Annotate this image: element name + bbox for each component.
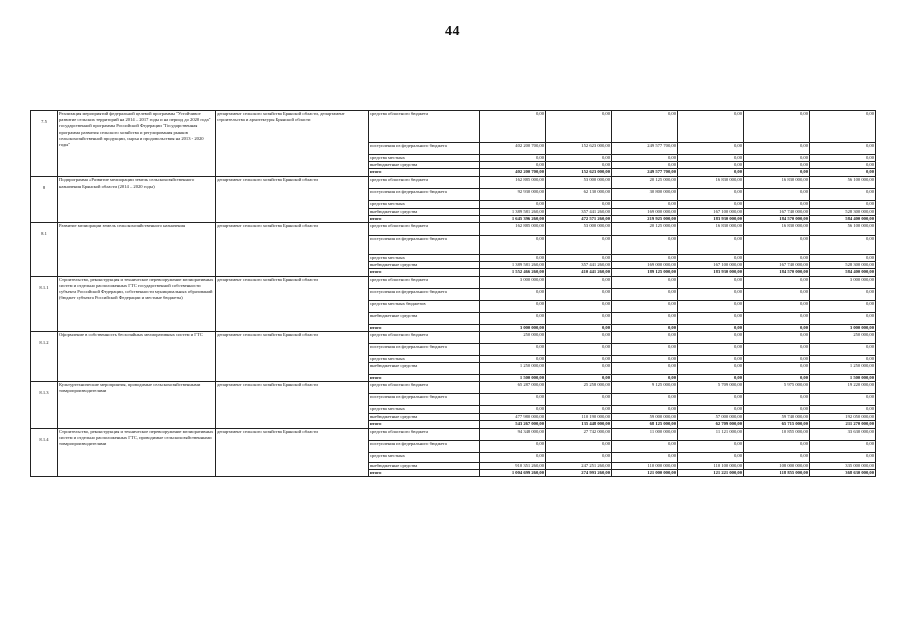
amount-cell: 0,00 xyxy=(546,375,612,382)
amount-cell: 11 000 000,00 xyxy=(612,428,678,440)
amount-cell: 0,00 xyxy=(480,355,546,362)
amount-cell: 0,00 xyxy=(546,276,612,288)
budget-row xyxy=(31,223,876,236)
amount-cell: 0,00 xyxy=(810,236,876,255)
amount-cell: 0,00 xyxy=(744,201,810,208)
amount-cell: 0,00 xyxy=(612,155,678,162)
item-name: Развитие мелиорации земель сельскохозяйственного назначения xyxy=(58,223,216,277)
amount-cell: 3 000 000,00 xyxy=(810,324,876,331)
item-code: 8.1.3 xyxy=(31,382,58,428)
funding-source: внебюджетные средства xyxy=(369,162,480,169)
funding-source: итого xyxy=(369,324,480,331)
amount-cell: 247 251 260,00 xyxy=(546,462,612,469)
amount-cell: 20 125 000,00 xyxy=(612,223,678,236)
amount-cell: 53 000 000,00 xyxy=(546,177,612,189)
amount-cell: 0,00 xyxy=(810,406,876,414)
funding-source: средства областного бюджета xyxy=(369,382,480,394)
item-code: 8 xyxy=(31,177,58,223)
amount-cell: 0,00 xyxy=(810,111,876,143)
amount-cell: 0,00 xyxy=(678,363,744,375)
amount-cell: 0,00 xyxy=(612,363,678,375)
amount-cell: 189 125 000,00 xyxy=(612,269,678,276)
budget-row xyxy=(31,111,876,143)
amount-cell: 1 389 581 260,00 xyxy=(480,208,546,215)
amount-cell: 0,00 xyxy=(612,312,678,324)
amount-cell: 0,00 xyxy=(744,155,810,162)
amount-cell: 0,00 xyxy=(678,162,744,169)
amount-cell: 0,00 xyxy=(678,201,744,208)
amount-cell: 0,00 xyxy=(678,406,744,414)
amount-cell: 152 623 000,00 xyxy=(546,169,612,177)
item-code: 8.1.1 xyxy=(31,276,58,331)
funding-source: средства местных xyxy=(369,452,480,462)
item-name: Подпрограмма «Развитие мелиорации земель сельскохозяйственного назначения Брянской области (2014 – 2020 годы) xyxy=(58,177,216,223)
amount-cell: 118 855 000,00 xyxy=(744,469,810,476)
amount-cell: 59 740 000,00 xyxy=(744,414,810,421)
item-executor: департамент сельского хозяйства Брянской области xyxy=(216,276,369,331)
amount-cell: 0,00 xyxy=(546,162,612,169)
amount-cell: 249 577 700,00 xyxy=(612,169,678,177)
item-code: 8.1 xyxy=(31,223,58,277)
amount-cell: 110 190 000,00 xyxy=(546,414,612,421)
amount-cell: 16 830 000,00 xyxy=(744,223,810,236)
amount-cell: 68 125 000,00 xyxy=(612,421,678,428)
amount-cell: 0,00 xyxy=(744,236,810,255)
amount-cell: 402 200 700,00 xyxy=(480,143,546,155)
amount-cell: 410 441 260,00 xyxy=(546,269,612,276)
amount-cell: 0,00 xyxy=(546,343,612,355)
amount-cell: 0,00 xyxy=(744,324,810,331)
amount-cell: 19 220 000,00 xyxy=(810,382,876,394)
amount-cell: 59 000 000,00 xyxy=(612,414,678,421)
amount-cell: 0,00 xyxy=(744,300,810,312)
amount-cell: 0,00 xyxy=(678,300,744,312)
amount-cell: 0,00 xyxy=(612,162,678,169)
amount-cell: 0,00 xyxy=(810,155,876,162)
amount-cell: 0,00 xyxy=(612,343,678,355)
amount-cell: 0,00 xyxy=(678,375,744,382)
amount-cell: 0,00 xyxy=(612,255,678,262)
item-code: 8.1.4 xyxy=(31,428,58,476)
amount-cell: 121 000 000,00 xyxy=(612,469,678,476)
amount-cell: 0,00 xyxy=(678,331,744,343)
amount-cell: 0,00 xyxy=(810,312,876,324)
funding-source: средства областного бюджета xyxy=(369,177,480,189)
funding-source: средства областного бюджета xyxy=(369,111,480,143)
amount-cell: 0,00 xyxy=(612,324,678,331)
amount-cell: 0,00 xyxy=(744,355,810,362)
budget-table-body xyxy=(31,111,876,477)
amount-cell: 92 930 000,00 xyxy=(480,189,546,201)
amount-cell: 0,00 xyxy=(546,331,612,343)
amount-cell: 0,00 xyxy=(744,440,810,452)
amount-cell: 0,00 xyxy=(810,201,876,208)
item-executor: департамент сельского хозяйства Брянской области xyxy=(216,223,369,277)
funding-source: средства областного бюджета xyxy=(369,331,480,343)
amount-cell: 1 250 000,00 xyxy=(810,363,876,375)
amount-cell: 0,00 xyxy=(678,236,744,255)
funding-source: средства областного бюджета xyxy=(369,276,480,288)
budget-row xyxy=(31,331,876,343)
amount-cell: 5 975 000,00 xyxy=(744,382,810,394)
funding-source: поступления из федерального бюджета xyxy=(369,394,480,406)
amount-cell: 402 200 700,00 xyxy=(480,169,546,177)
amount-cell: 0,00 xyxy=(810,300,876,312)
amount-cell: 0,00 xyxy=(546,355,612,362)
funding-source: поступления из федерального бюджета xyxy=(369,288,480,300)
funding-source: средства местных xyxy=(369,255,480,262)
amount-cell: 0,00 xyxy=(810,355,876,362)
amount-cell: 0,00 xyxy=(480,312,546,324)
amount-cell: 110 000 000,00 xyxy=(612,462,678,469)
amount-cell: 0,00 xyxy=(678,255,744,262)
amount-cell: 472 571 260,00 xyxy=(546,215,612,222)
amount-cell: 162 885 000,00 xyxy=(480,177,546,189)
amount-cell: 1 500 000,00 xyxy=(810,375,876,382)
amount-cell: 0,00 xyxy=(744,162,810,169)
amount-cell: 0,00 xyxy=(678,312,744,324)
amount-cell: 0,00 xyxy=(744,288,810,300)
amount-cell: 543 267 000,00 xyxy=(480,421,546,428)
amount-cell: 0,00 xyxy=(546,312,612,324)
amount-cell: 0,00 xyxy=(678,452,744,462)
amount-cell: 3 000 000,00 xyxy=(810,276,876,288)
amount-cell: 152 623 000,00 xyxy=(546,143,612,155)
amount-cell: 0,00 xyxy=(612,406,678,414)
amount-cell: 0,00 xyxy=(678,288,744,300)
amount-cell: 0,00 xyxy=(678,155,744,162)
budget-row xyxy=(31,276,876,288)
amount-cell: 0,00 xyxy=(744,276,810,288)
amount-cell: 0,00 xyxy=(744,394,810,406)
funding-source: итого xyxy=(369,215,480,222)
amount-cell: 0,00 xyxy=(810,169,876,177)
amount-cell: 1 500 000,00 xyxy=(480,375,546,382)
amount-cell: 65 715 000,00 xyxy=(744,421,810,428)
amount-cell: 0,00 xyxy=(546,236,612,255)
amount-cell: 528 300 000,00 xyxy=(810,262,876,269)
funding-source: внебюджетные средства xyxy=(369,363,480,375)
funding-source: итого xyxy=(369,169,480,177)
amount-cell: 0,00 xyxy=(480,343,546,355)
amount-cell: 0,00 xyxy=(612,201,678,208)
amount-cell: 250 000,00 xyxy=(810,331,876,343)
funding-source: средства местных xyxy=(369,201,480,208)
amount-cell: 0,00 xyxy=(480,440,546,452)
amount-cell: 62 130 000,00 xyxy=(546,189,612,201)
amount-cell: 0,00 xyxy=(546,201,612,208)
amount-cell: 0,00 xyxy=(612,288,678,300)
amount-cell: 528 300 000,00 xyxy=(810,208,876,215)
amount-cell: 0,00 xyxy=(810,255,876,262)
amount-cell: 211 270 000,00 xyxy=(810,421,876,428)
amount-cell: 0,00 xyxy=(678,343,744,355)
amount-cell: 167 100 000,00 xyxy=(678,208,744,215)
amount-cell: 0,00 xyxy=(744,452,810,462)
amount-cell: 0,00 xyxy=(744,363,810,375)
amount-cell: 94 348 000,00 xyxy=(480,428,546,440)
amount-cell: 16 830 000,00 xyxy=(678,177,744,189)
amount-cell: 135 448 000,00 xyxy=(546,421,612,428)
amount-cell: 0,00 xyxy=(612,111,678,143)
amount-cell: 9 125 000,00 xyxy=(612,382,678,394)
funding-source: внебюджетные средства xyxy=(369,462,480,469)
funding-source: итого xyxy=(369,375,480,382)
amount-cell: 0,00 xyxy=(744,111,810,143)
item-executor: департамент сельского хозяйства Брянской области, департамент строительства и архитектуры Брянской области xyxy=(216,111,369,177)
amount-cell: 3 000 000,00 xyxy=(480,276,546,288)
item-executor: департамент сельского хозяйства Брянской области xyxy=(216,177,369,223)
amount-cell: 192 050 000,00 xyxy=(810,414,876,421)
amount-cell: 56 100 000,00 xyxy=(810,223,876,236)
amount-cell: 16 830 000,00 xyxy=(744,177,810,189)
amount-cell: 0,00 xyxy=(678,276,744,288)
amount-cell: 0,00 xyxy=(546,406,612,414)
amount-cell: 0,00 xyxy=(612,331,678,343)
amount-cell: 274 993 260,00 xyxy=(546,469,612,476)
funding-source: внебюджетные средства xyxy=(369,414,480,421)
amount-cell: 0,00 xyxy=(480,111,546,143)
page-number: 44 xyxy=(445,24,460,39)
amount-cell: 219 925 000,00 xyxy=(612,215,678,222)
amount-cell: 1 645 396 260,00 xyxy=(480,215,546,222)
amount-cell: 1 004 699 260,00 xyxy=(480,469,546,476)
amount-cell: 0,00 xyxy=(744,375,810,382)
amount-cell: 53 000 000,00 xyxy=(546,223,612,236)
amount-cell: 11 121 000,00 xyxy=(678,428,744,440)
amount-cell: 0,00 xyxy=(810,189,876,201)
amount-cell: 0,00 xyxy=(678,440,744,452)
amount-cell: 0,00 xyxy=(546,288,612,300)
amount-cell: 584 400 000,00 xyxy=(810,269,876,276)
amount-cell: 0,00 xyxy=(744,143,810,155)
amount-cell: 0,00 xyxy=(810,143,876,155)
amount-cell: 0,00 xyxy=(678,143,744,155)
amount-cell: 0,00 xyxy=(810,440,876,452)
amount-cell: 0,00 xyxy=(810,394,876,406)
funding-source: средства областного бюджета xyxy=(369,223,480,236)
amount-cell: 0,00 xyxy=(744,406,810,414)
amount-cell: 0,00 xyxy=(810,288,876,300)
amount-cell: 0,00 xyxy=(678,324,744,331)
budget-table xyxy=(30,110,876,477)
amount-cell: 0,00 xyxy=(678,169,744,177)
amount-cell: 910 351 260,00 xyxy=(480,462,546,469)
funding-source: средства местных бюджетов xyxy=(369,300,480,312)
amount-cell: 27 742 000,00 xyxy=(546,428,612,440)
amount-cell: 0,00 xyxy=(546,394,612,406)
amount-cell: 65 287 000,00 xyxy=(480,382,546,394)
amount-cell: 162 885 000,00 xyxy=(480,223,546,236)
amount-cell: 0,00 xyxy=(546,452,612,462)
amount-cell: 30 800 000,00 xyxy=(612,189,678,201)
funding-source: средства местных xyxy=(369,406,480,414)
amount-cell: 0,00 xyxy=(480,201,546,208)
amount-cell: 167 100 000,00 xyxy=(678,262,744,269)
item-executor: департамент сельского хозяйства Брянской области xyxy=(216,382,369,428)
amount-cell: 0,00 xyxy=(546,111,612,143)
amount-cell: 249 577 700,00 xyxy=(612,143,678,155)
funding-source: средства местных xyxy=(369,155,480,162)
amount-cell: 56 100 000,00 xyxy=(810,177,876,189)
amount-cell: 0,00 xyxy=(612,375,678,382)
funding-source: поступления из федерального бюджета xyxy=(369,236,480,255)
amount-cell: 477 980 000,00 xyxy=(480,414,546,421)
amount-cell: 0,00 xyxy=(612,236,678,255)
amount-cell: 0,00 xyxy=(480,452,546,462)
amount-cell: 0,00 xyxy=(480,236,546,255)
funding-source: поступления из федерального бюджета xyxy=(369,143,480,155)
amount-cell: 0,00 xyxy=(678,189,744,201)
amount-cell: 0,00 xyxy=(480,255,546,262)
amount-cell: 0,00 xyxy=(810,162,876,169)
amount-cell: 184 570 000,00 xyxy=(744,215,810,222)
amount-cell: 335 000 000,00 xyxy=(810,462,876,469)
amount-cell: 167 740 000,00 xyxy=(744,208,810,215)
amount-cell: 0,00 xyxy=(678,111,744,143)
amount-cell: 0,00 xyxy=(612,452,678,462)
amount-cell: 121 221 000,00 xyxy=(678,469,744,476)
amount-cell: 183 930 000,00 xyxy=(678,215,744,222)
amount-cell: 1 552 466 260,00 xyxy=(480,269,546,276)
item-executor: департамент сельского хозяйства Брянской области xyxy=(216,331,369,381)
amount-cell: 16 830 000,00 xyxy=(678,223,744,236)
funding-source: средства местных xyxy=(369,355,480,362)
amount-cell: 250 000,00 xyxy=(480,331,546,343)
item-name: Строительство, реконструкция и техническое перевооружение мелиоративных систем и отдельно расположенных ГТС государственной собственности субъекта Российской Федерации, собственности муниципальных образований (бюджет субъекта Российской Федерации и местные бюджеты) xyxy=(58,276,216,331)
amount-cell: 110 100 000,00 xyxy=(678,462,744,469)
funding-source: итого xyxy=(369,469,480,476)
funding-source: внебюджетные средства xyxy=(369,312,480,324)
amount-cell: 0,00 xyxy=(678,394,744,406)
amount-cell: 0,00 xyxy=(744,312,810,324)
item-name: Строительство, реконструкция и техническое перевооружение мелиоративных систем и отдельно расположенных ГТС, проводимые сельскохозяйственными товаропроизводителями xyxy=(58,428,216,476)
amount-cell: 0,00 xyxy=(744,255,810,262)
amount-cell: 1 250 000,00 xyxy=(480,363,546,375)
amount-cell: 169 000 000,00 xyxy=(612,262,678,269)
amount-cell: 0,00 xyxy=(480,155,546,162)
budget-row xyxy=(31,382,876,394)
item-code: 8.1.2 xyxy=(31,331,58,381)
amount-cell: 0,00 xyxy=(546,255,612,262)
funding-source: поступления из федерального бюджета xyxy=(369,440,480,452)
amount-cell: 20 125 000,00 xyxy=(612,177,678,189)
amount-cell: 357 441 260,00 xyxy=(546,262,612,269)
item-executor: департамент сельского хозяйства Брянской области xyxy=(216,428,369,476)
item-name: Реализация мероприятий федеральной целевой программы "Устойчивое развитие сельских территорий на 2014 – 2017 годы и на период до 2020 года" государственной программы Российской Федерации "Государственная программа развития сельского хозяйства и регулирования рынков сельскохозяйственной продукции, сырья и продовольствия на 2013 - 2020 годы" xyxy=(58,111,216,177)
amount-cell: 0,00 xyxy=(612,276,678,288)
amount-cell: 10 855 000,00 xyxy=(744,428,810,440)
amount-cell: 0,00 xyxy=(810,343,876,355)
funding-source: поступления из федерального бюджета xyxy=(369,189,480,201)
amount-cell: 0,00 xyxy=(744,331,810,343)
amount-cell: 0,00 xyxy=(480,288,546,300)
amount-cell: 3 000 000,00 xyxy=(480,324,546,331)
funding-source: итого xyxy=(369,421,480,428)
amount-cell: 62 709 000,00 xyxy=(678,421,744,428)
amount-cell: 0,00 xyxy=(480,406,546,414)
amount-cell: 25 258 000,00 xyxy=(546,382,612,394)
amount-cell: 0,00 xyxy=(744,189,810,201)
funding-source: итого xyxy=(369,269,480,276)
amount-cell: 0,00 xyxy=(546,155,612,162)
funding-source: внебюджетные средства xyxy=(369,262,480,269)
amount-cell: 183 930 000,00 xyxy=(678,269,744,276)
amount-cell: 0,00 xyxy=(612,440,678,452)
amount-cell: 0,00 xyxy=(612,394,678,406)
amount-cell: 0,00 xyxy=(678,355,744,362)
amount-cell: 0,00 xyxy=(612,355,678,362)
amount-cell: 57 000 000,00 xyxy=(678,414,744,421)
amount-cell: 0,00 xyxy=(744,169,810,177)
amount-cell: 0,00 xyxy=(546,440,612,452)
funding-source: поступления из федерального бюджета xyxy=(369,343,480,355)
amount-cell: 0,00 xyxy=(480,300,546,312)
amount-cell: 0,00 xyxy=(546,363,612,375)
item-code: 7.5 xyxy=(31,111,58,177)
amount-cell: 357 441 260,00 xyxy=(546,208,612,215)
amount-cell: 0,00 xyxy=(480,162,546,169)
amount-cell: 33 630 000,00 xyxy=(810,428,876,440)
amount-cell: 0,00 xyxy=(744,343,810,355)
funding-source: средства областного бюджета xyxy=(369,428,480,440)
amount-cell: 0,00 xyxy=(546,300,612,312)
amount-cell: 0,00 xyxy=(480,394,546,406)
budget-row xyxy=(31,428,876,440)
amount-cell: 5 709 000,00 xyxy=(678,382,744,394)
item-name: Оформление в собственность бесхозяйных мелиоративных систем и ГТС xyxy=(58,331,216,381)
amount-cell: 1 389 581 260,00 xyxy=(480,262,546,269)
budget-row xyxy=(31,177,876,189)
amount-cell: 368 630 000,00 xyxy=(810,469,876,476)
amount-cell: 0,00 xyxy=(810,452,876,462)
amount-cell: 0,00 xyxy=(612,300,678,312)
amount-cell: 167 740 000,00 xyxy=(744,262,810,269)
amount-cell: 0,00 xyxy=(546,324,612,331)
amount-cell: 108 000 000,00 xyxy=(744,462,810,469)
funding-source: внебюджетные средства xyxy=(369,208,480,215)
item-name: Культуртехнические мероприятия, проводимые сельскохозяйственными товаропроизводителями xyxy=(58,382,216,428)
amount-cell: 169 000 000,00 xyxy=(612,208,678,215)
amount-cell: 584 400 000,00 xyxy=(810,215,876,222)
amount-cell: 184 570 000,00 xyxy=(744,269,810,276)
